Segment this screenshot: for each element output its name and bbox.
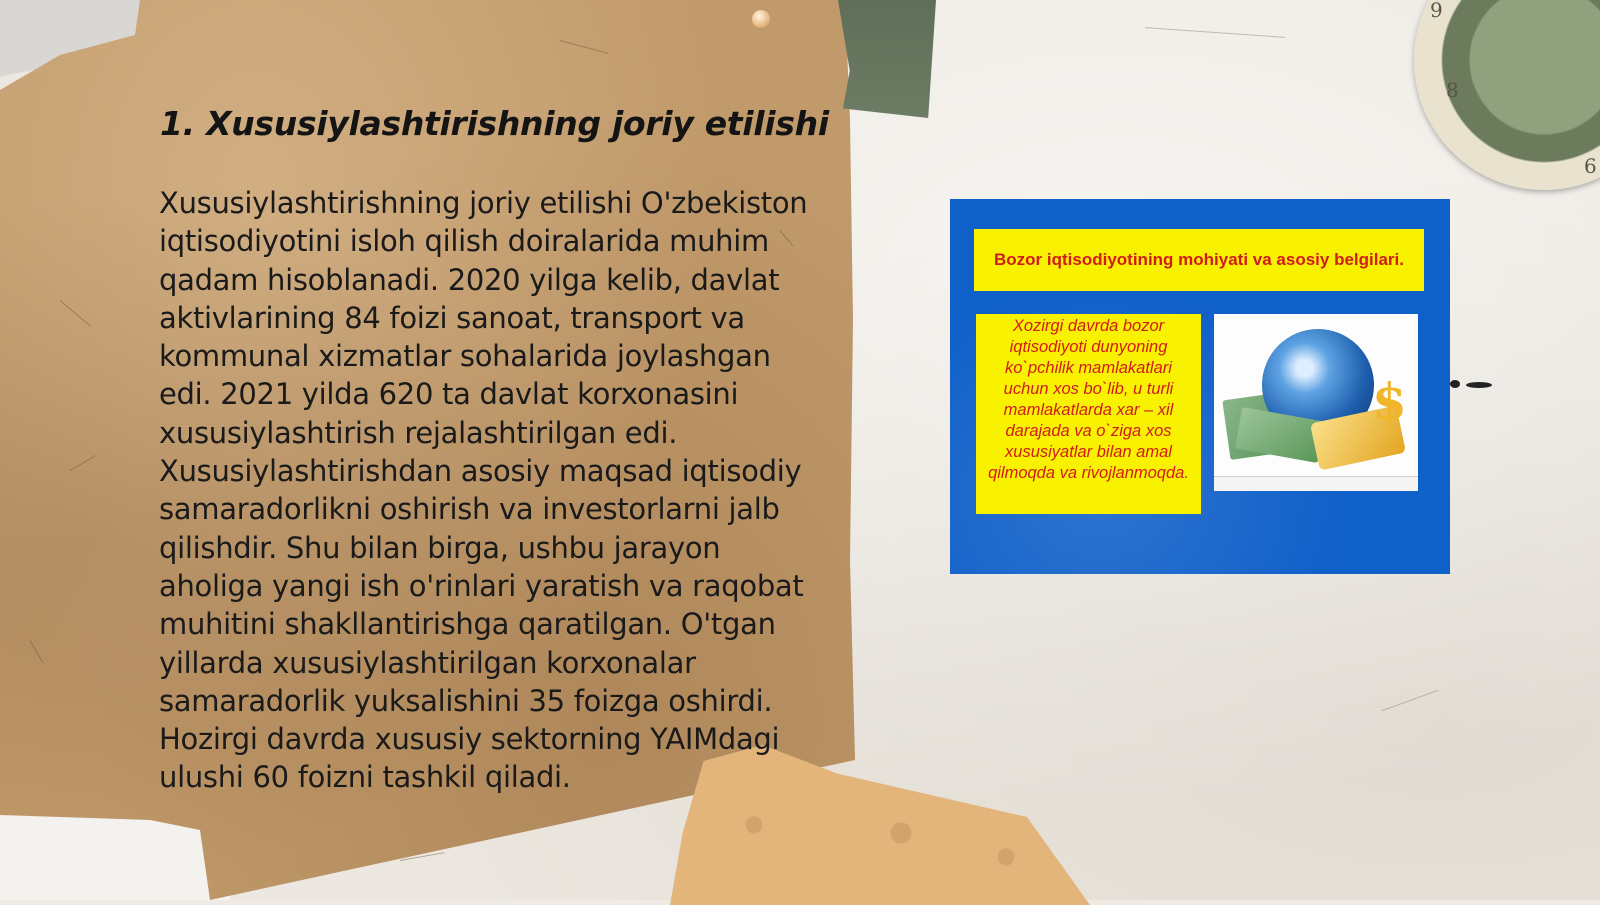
pin-dot-icon (1450, 380, 1460, 388)
pushpin-icon (752, 10, 770, 28)
globe-money-icon (1214, 314, 1418, 491)
slide-image-heading (974, 229, 1424, 291)
slide-image-note: Xozirgi davrda bozor iqtisodiyoti dunyoning ko`pchilik mamlakatlari uchun xos bo`lib, u turli mamlakatlarda xar – xil darajada va o`ziga xos xususiyatlar bilan amal qilmoqda va rivojlanmoqda. (976, 314, 1201, 514)
slide-image-heading-text: Bozor iqtisodiyotining mohiyati va asosiy belgilari. (994, 250, 1404, 269)
picture-footer-strip (1214, 476, 1418, 491)
body-paragraph: Xususiylashtirishning joriy etilishi O'zbekiston iqtisodiyotini isloh qilish doiralarida muhim qadam hisoblanadi. 2020 yilga kelib, davlat aktivlarining 84 foizi sanoat, transport va kommunal xizmatlar sohalarida joylashgan edi. 2021 yilda 620 ta davlat korxonasini xususiylashtirish rejalashtirilgan edi. Xususiylashtirishdan asosiy maqsad iqtisodiy samaradorlikni oshirish va investorlarni jalb qilishdir. Shu bilan birga, ushbu jarayon aholiga yangi ish o'rinlari yaratish va raqobat muhitini shakllantirishga qaratilgan. O'tgan yillarda xususiylashtirilgan korxonalar samaradorlik yuksalishini 35 foizga oshirdi. Hozirgi davrda xususiy sektorning YAIMdagi ulushi 60 foizni tashkil qiladi. (159, 186, 808, 795)
green-tape (838, 0, 936, 118)
pin-dot-icon (1466, 382, 1492, 388)
clock-numeral: 6 (1584, 154, 1597, 178)
clock-numeral: 9 (1430, 0, 1443, 22)
dollar-sign-icon: $ (1372, 372, 1407, 431)
slide-title: 1. Xususiylashtirishning joriy etilishi (160, 104, 829, 143)
clock-numeral: 8 (1446, 78, 1459, 102)
embedded-slide-image (950, 199, 1450, 574)
